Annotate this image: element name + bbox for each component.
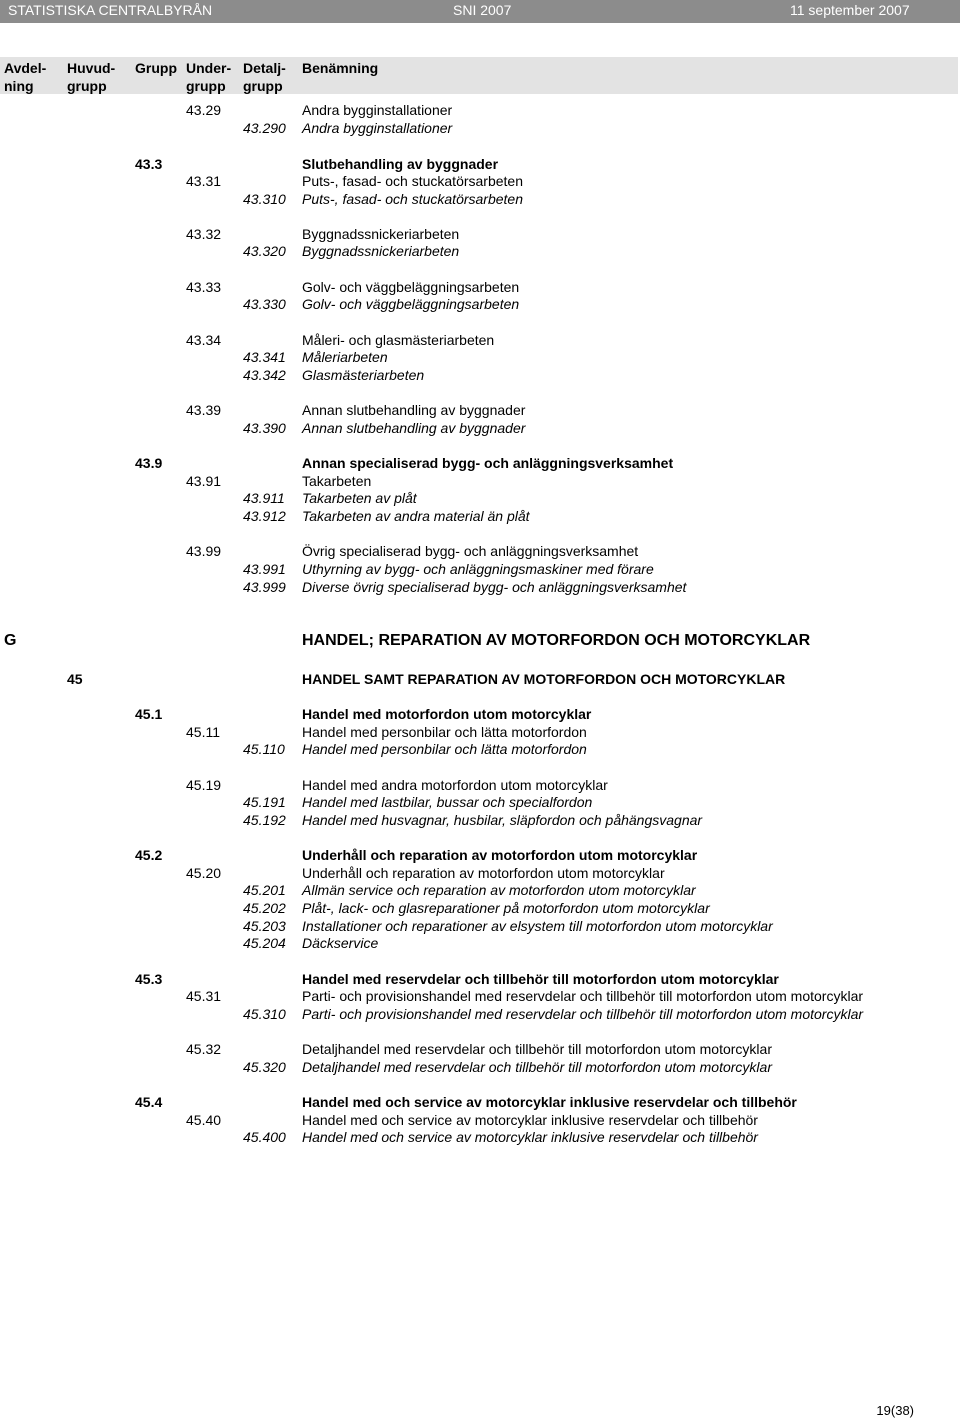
item-title: Underhåll och reparation av motorfordon utom motorcyklar (302, 847, 698, 863)
col-huvudgrupp: Huvud- grupp (67, 60, 116, 94)
item-code: 43.39 (186, 402, 222, 418)
item-code: 45.19 (186, 777, 222, 793)
item-code: 43.330 (243, 296, 286, 312)
item-code: 43.29 (186, 102, 222, 118)
item-title: Allmän service och reparation av motorfordon utom motorcyklar (302, 882, 696, 898)
item-code: 45.320 (243, 1059, 286, 1075)
col-benamning: Benämning (302, 60, 379, 76)
item-title: Installationer och reparationer av elsystem till motorfordon utom motorcyklar (302, 918, 773, 934)
item-code: 45.202 (243, 900, 286, 916)
item-code: 45.3 (135, 971, 163, 987)
item-code: 43.310 (243, 191, 286, 207)
item-title: Annan slutbehandling av byggnader (302, 420, 526, 436)
item-title: Annan slutbehandling av byggnader (302, 402, 526, 418)
item-code: 45.31 (186, 988, 222, 1004)
item-code: 43.320 (243, 243, 286, 259)
item-title: Byggnadssnickeriarbeten (302, 243, 460, 259)
doc-title: SNI 2007 (453, 2, 512, 18)
item-code: G (4, 632, 17, 649)
item-title: Andra bygginstallationer (302, 120, 453, 136)
item-code: 43.32 (186, 226, 222, 242)
item-code: 45.20 (186, 865, 222, 881)
org-name: STATISTISKA CENTRALBYRÅN (8, 2, 213, 18)
item-code: 43.91 (186, 473, 222, 489)
item-title: Handel med och service av motorcyklar inklusive reservdelar och tillbehör (302, 1112, 758, 1128)
item-title: Takarbeten av plåt (302, 490, 417, 506)
item-title: Handel med motorfordon utom motorcyklar (302, 706, 592, 722)
item-code: 43.991 (243, 561, 286, 577)
item-code: 43.341 (243, 349, 286, 365)
item-title: Golv- och väggbeläggningsarbeten (302, 279, 520, 295)
item-title: Handel med personbilar och lätta motorfordon (302, 724, 587, 740)
item-title: Handel med husvagnar, husbilar, släpfordon och påhängsvagnar (302, 812, 703, 828)
item-code: 43.342 (243, 367, 286, 383)
item-code: 45.110 (243, 741, 285, 757)
item-title: Byggnadssnickeriarbeten (302, 226, 460, 242)
col-avdelning: Avdel- ning (4, 60, 47, 94)
page-number: 19(38) (876, 1403, 914, 1418)
item-code: 43.911 (243, 490, 285, 506)
item-title: Handel med andra motorfordon utom motorcyklar (302, 777, 608, 793)
item-code: 45.11 (186, 724, 220, 740)
item-title: Måleriarbeten (302, 349, 388, 365)
col-undergrupp: Under- grupp (186, 60, 232, 94)
item-title: Takarbeten (302, 473, 372, 489)
item-code: 45.400 (243, 1129, 286, 1145)
item-code: 43.390 (243, 420, 286, 436)
item-title: Golv- och väggbeläggningsarbeten (302, 296, 520, 312)
item-title: Däckservice (302, 935, 379, 951)
item-title: Parti- och provisionshandel med reservdelar och tillbehör till motorfordon utom motorcyklar (302, 1006, 864, 1022)
item-code: 45.203 (243, 918, 286, 934)
col-detaljgrupp: Detalj- grupp (243, 60, 286, 94)
item-title: HANDEL; REPARATION AV MOTORFORDON OCH MOTORCYKLAR (302, 632, 811, 649)
item-title: Plåt-, lack- och glasreparationer på motorfordon utom motorcyklar (302, 900, 710, 916)
item-title: Takarbeten av andra material än plåt (302, 508, 530, 524)
item-title: Annan specialiserad bygg- och anläggningsverksamhet (302, 455, 674, 471)
item-title: Detaljhandel med reservdelar och tillbehör till motorfordon utom motorcyklar (302, 1041, 772, 1057)
item-title: Underhåll och reparation av motorfordon utom motorcyklar (302, 865, 665, 881)
item-code: 43.33 (186, 279, 222, 295)
item-code: 45.204 (243, 935, 286, 951)
item-code: 43.34 (186, 332, 222, 348)
item-code: 45.2 (135, 847, 163, 863)
item-code: 43.31 (186, 173, 222, 189)
item-code: 45 (67, 671, 83, 687)
item-title: Puts-, fasad- och stuckatörsarbeten (302, 191, 523, 207)
item-title: Handel med och service av motorcyklar inklusive reservdelar och tillbehör (302, 1129, 758, 1145)
item-code: 45.192 (243, 812, 286, 828)
item-title: Handel med reservdelar och tillbehör till motorfordon utom motorcyklar (302, 971, 779, 987)
item-title: Måleri- och glasmästeriarbeten (302, 332, 495, 348)
item-title: Handel med och service av motorcyklar inklusive reservdelar och tillbehör (302, 1094, 797, 1110)
item-title: Andra bygginstallationer (302, 102, 453, 118)
item-code: 43.3 (135, 156, 163, 172)
doc-date: 11 september 2007 (790, 2, 910, 18)
item-title: Glasmästeriarbeten (302, 367, 425, 383)
item-title: Puts-, fasad- och stuckatörsarbeten (302, 173, 523, 189)
item-code: 43.99 (186, 543, 222, 559)
item-code: 43.912 (243, 508, 286, 524)
item-title: Parti- och provisionshandel med reservdelar och tillbehör till motorfordon utom motorcyklar (302, 988, 864, 1004)
item-code: 43.290 (243, 120, 286, 136)
item-code: 45.40 (186, 1112, 222, 1128)
item-code: 45.4 (135, 1094, 163, 1110)
item-title: Detaljhandel med reservdelar och tillbehör till motorfordon utom motorcyklar (302, 1059, 772, 1075)
item-title: Diverse övrig specialiserad bygg- och anläggningsverksamhet (302, 579, 687, 595)
item-code: 43.999 (243, 579, 286, 595)
item-code: 45.191 (243, 794, 286, 810)
item-title: Övrig specialiserad bygg- och anläggningsverksamhet (302, 543, 639, 559)
item-title: HANDEL SAMT REPARATION AV MOTORFORDON OCH MOTORCYKLAR (302, 671, 786, 687)
item-title: Uthyrning av bygg- och anläggningsmaskiner med förare (302, 561, 654, 577)
item-code: 45.201 (243, 882, 286, 898)
item-code: 43.9 (135, 455, 163, 471)
item-title: Handel med personbilar och lätta motorfordon (302, 741, 587, 757)
item-code: 45.32 (186, 1041, 222, 1057)
item-code: 45.1 (135, 706, 163, 722)
col-grupp: Grupp (135, 60, 177, 76)
item-title: Handel med lastbilar, bussar och specialfordon (302, 794, 593, 810)
item-title: Slutbehandling av byggnader (302, 156, 499, 172)
item-code: 45.310 (243, 1006, 286, 1022)
